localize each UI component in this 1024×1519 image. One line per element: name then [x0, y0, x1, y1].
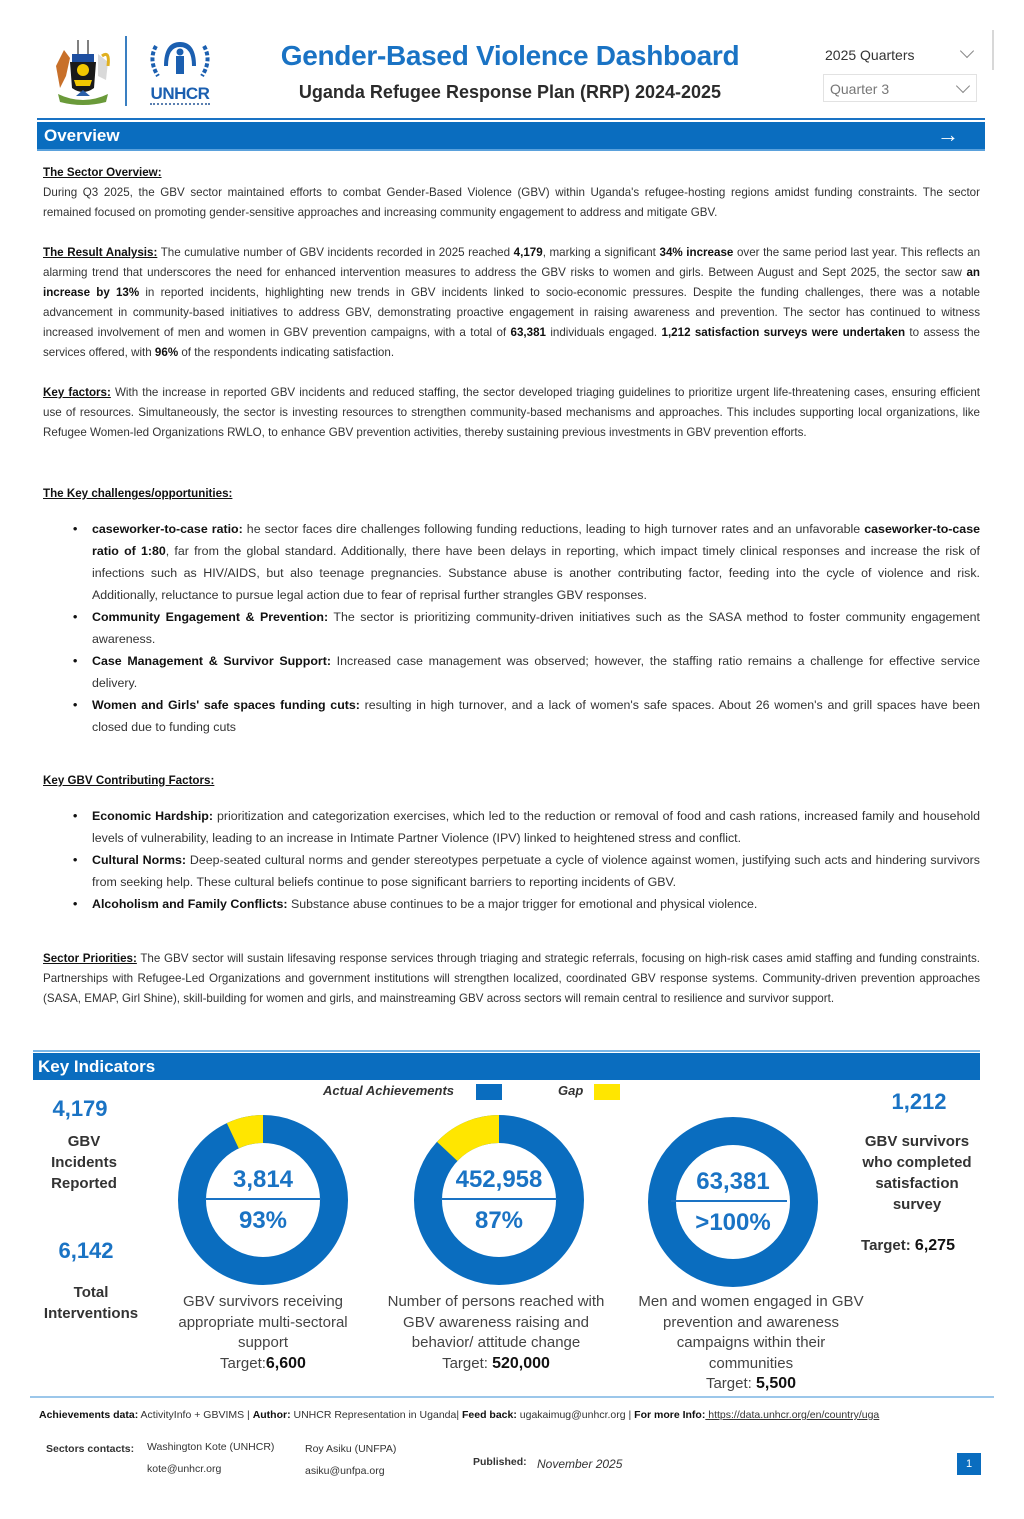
key-indicators-top-rule	[33, 1050, 980, 1052]
label-line: Interventions	[43, 1305, 139, 1322]
label-line: GBV	[67, 1133, 101, 1150]
item-title: caseworker-to-case ratio:	[92, 522, 243, 536]
page-subtitle: Uganda Refugee Response Plan (RRP) 2024-2025	[298, 82, 722, 102]
satisfaction-pct: 96%	[154, 346, 179, 359]
text-run: of the respondents indicating satisfaction.	[178, 346, 395, 359]
increase-pct: 34% increase	[659, 246, 734, 259]
desc-line: GBV awareness raising and	[403, 1313, 589, 1331]
donut-chart-men-women-engaged	[647, 1116, 819, 1288]
interventions-value: 6,142	[58, 1238, 114, 1263]
quarters-slicer-label: 2025 Quarters	[825, 47, 915, 63]
item-text: Substance abuse continues to be a major trigger for emotional and physical violence.	[287, 897, 758, 911]
monthly-increase: an increase by 13%	[43, 266, 980, 299]
text-run: individuals engaged.	[545, 326, 662, 339]
quarter-dropdown-value: Quarter 3	[830, 81, 890, 97]
desc-line: prevention and awareness	[663, 1313, 839, 1331]
target-line	[370, 1354, 622, 1375]
sector-overview-section	[43, 163, 980, 223]
result-analysis-section	[43, 243, 980, 363]
sector-priorities-section	[43, 949, 980, 1009]
logo-divider	[125, 36, 127, 106]
sector-priorities-heading: Sector Priorities:	[43, 952, 137, 965]
label-line: Reported	[51, 1175, 117, 1192]
desc-line: support	[237, 1334, 289, 1351]
target-label: Target:	[705, 1375, 756, 1392]
desc-line: Number of persons reached with	[387, 1293, 605, 1310]
legend-actual-swatch	[476, 1084, 502, 1100]
challenges-heading-text: The Key challenges/opportunities:	[43, 487, 233, 500]
legend-gap-label: Gap	[558, 1083, 584, 1098]
donut-divider	[441, 1198, 557, 1200]
list-item	[43, 893, 980, 915]
donut-value: 452,958	[455, 1166, 543, 1193]
item-text: Deep-seated cultural norms and gender stereotypes perpetuate a cycle of violence against women, justifying such acts and hindering survivors from seeking help. These cultural beliefs continue to pose significant barriers to reporting incidents of GBV.	[92, 853, 980, 889]
label-line: GBV survivors	[864, 1133, 970, 1150]
challenges-list	[43, 518, 980, 738]
overview-title: Overview	[44, 126, 120, 145]
desc-line: behavior/ attitude change	[411, 1334, 581, 1351]
footer-sources	[39, 1409, 989, 1421]
key-factors-text: With the increase in reported GBV incidents and reduced staffing, the sector developed triaging guidelines to prioritize urgent life-threatening cases, ensuring efficient use of resources. Simultaneously, the sector is investing resources to strengthen community-based mechanisms and approaches. This includes supporting local organizations, like Refugee Women-led Organizations RWLO, to enhance GBV prevention activities, thereby sustaining previous investments in GBV prevention efforts.	[43, 386, 980, 439]
label: For more Info:	[634, 1409, 706, 1421]
item-emphasis: caseworker-to-case ratio of 1:80	[92, 522, 980, 558]
legend-gap-swatch	[594, 1084, 620, 1100]
published-label: Published:	[473, 1456, 527, 1468]
interventions-label	[36, 1282, 146, 1324]
legend-actual-label: Actual Achievements	[323, 1083, 455, 1098]
label-line: survey	[892, 1196, 942, 1213]
incidents-value: 4,179	[52, 1096, 108, 1121]
donut-value: 3,814	[232, 1166, 294, 1193]
uganda-coat-of-arms-logo	[50, 36, 116, 108]
footer-rule	[30, 1396, 994, 1398]
target-value: 6,600	[265, 1354, 306, 1372]
slicer-collapse-chevron-icon[interactable]	[960, 44, 974, 58]
text-run: The cumulative number of GBV incidents recorded in 2025 reached	[157, 246, 514, 259]
donut-divider	[671, 1200, 787, 1202]
chevron-down-icon	[956, 79, 970, 93]
desc-line: appropriate multi-sectoral	[178, 1313, 348, 1331]
list-item	[43, 518, 980, 606]
label: Author:	[252, 1409, 291, 1421]
contact-1-email[interactable]: kote@unhcr.org	[147, 1463, 222, 1475]
surveys-label	[852, 1131, 982, 1215]
desc-line: campaigns within their	[676, 1334, 826, 1351]
value: ActivityInfo + GBVIMS |	[138, 1409, 253, 1421]
overview-top-rule	[37, 118, 985, 120]
donut-percent: 87%	[474, 1207, 524, 1234]
contributing-heading-text: Key GBV Contributing Factors:	[43, 774, 215, 787]
overview-header-bar	[37, 122, 985, 151]
surveys-value: 1,212	[891, 1089, 947, 1114]
donut-percent: >100%	[695, 1209, 771, 1236]
item-text: , far from the global standard. Additionally, there have been delays in reporting, which impact timely clinical responses and increase the risk of infections such as HIV/AIDS, but also teenage pregnancies. Substance abuse is another contributing factor, feeding into the cycle of violence and risk. Additionally, reluctance to pursue legal action due to fear of reprisal further strangles GBV responses.	[92, 544, 981, 602]
desc-line: communities	[708, 1354, 794, 1372]
item-text: resulting in high turnover, and a lack of women's safe spaces. About 26 women's and grill spaces have been closed due to funding cuts	[92, 698, 980, 734]
donut-divider	[205, 1198, 321, 1200]
label-line: satisfaction	[875, 1175, 959, 1192]
surveys-target	[852, 1235, 964, 1256]
contributing-factors-list	[43, 805, 980, 915]
incidents-count: 4,179	[513, 246, 543, 259]
item-title: Cultural Norms:	[92, 853, 187, 867]
target-value: 6,275	[914, 1237, 955, 1254]
quarter-dropdown[interactable]	[823, 74, 977, 102]
unhcr-emblem-icon	[144, 36, 216, 84]
contact-1-name: Washington Kote (UNHCR)	[147, 1441, 275, 1453]
incidents-label	[34, 1131, 134, 1194]
key-factors-heading: Key factors:	[43, 386, 111, 399]
list-item	[43, 606, 980, 650]
label-line: Total	[73, 1284, 109, 1301]
target-label: Target:	[442, 1354, 493, 1372]
contact-2-name: Roy Asiku (UNFPA)	[305, 1443, 397, 1455]
published-date: November 2025	[537, 1457, 623, 1471]
item-text: Increased case management was observed; however, the staffing ratio remains a challenge for effective service delivery.	[92, 654, 980, 690]
list-item	[43, 694, 980, 738]
challenges-heading	[43, 484, 980, 504]
contributing-factors-heading	[43, 771, 980, 791]
text-run: to assess the services offered, with	[43, 326, 980, 359]
label: Achievements data:	[39, 1409, 139, 1421]
item-title: Women and Girls' safe spaces funding cuts:	[92, 698, 360, 712]
target-line	[623, 1374, 879, 1395]
page-number-badge[interactable]: 1	[957, 1453, 981, 1475]
unhcr-logo	[144, 36, 216, 108]
item-text: The sector is prioritizing community-driven initiatives such as the SASA method to foster community engagement awareness.	[92, 610, 980, 646]
scrollbar[interactable]	[992, 30, 994, 70]
list-item	[43, 805, 980, 849]
item-text: he sector faces dire challenges following funding reductions, leading to high turnover rates and an unfavorable	[242, 522, 865, 536]
item-title: Community Engagement & Prevention:	[92, 610, 329, 624]
value: UNHCR Representation in Uganda|	[290, 1409, 462, 1421]
donut-chart-survivors-support	[177, 1114, 349, 1286]
page-title: Gender-Based Violence Dashboard	[280, 40, 740, 71]
result-analysis-heading: The Result Analysis:	[43, 246, 158, 259]
donut-value: 63,381	[696, 1168, 770, 1195]
key-factors-section	[43, 383, 980, 443]
label-line: Incidents	[51, 1154, 117, 1171]
desc-line: Men and women engaged in GBV	[638, 1293, 864, 1310]
donut-percent: 93%	[238, 1207, 288, 1234]
list-item	[43, 650, 980, 694]
sector-overview-text: During Q3 2025, the GBV sector maintained efforts to combat Gender-Based Violence (GBV) within Uganda's refugee-hosting regions amidst funding constraints. The sector remained focused on promoting gender-sensitive approaches and increasing community engagement to address and mitigate GBV.	[43, 186, 980, 219]
donut-chart-awareness-reach	[413, 1114, 585, 1286]
target-value: 5,500	[755, 1375, 797, 1392]
desc-line: GBV survivors receiving	[182, 1293, 344, 1310]
sector-overview-heading: The Sector Overview:	[43, 166, 162, 179]
key-indicators-header-bar	[33, 1053, 980, 1080]
contact-2-email[interactable]: asiku@unfpa.org	[305, 1465, 385, 1477]
key-indicators-title: Key Indicators	[38, 1057, 156, 1076]
item-text: prioritization and categorization exercises, which led to the reduction or removal of food and cash rations, increased family and household levels of vulnerability, leading to an increase in Intimate Partner Violence (IPV) linked to heightened stress and conflict.	[92, 809, 981, 845]
target-line	[158, 1354, 368, 1375]
target-label: Target:	[220, 1354, 266, 1372]
list-item	[43, 849, 980, 893]
donut-description	[623, 1292, 879, 1395]
item-title: Economic Hardship:	[92, 809, 213, 823]
contacts-label: Sectors contacts:	[46, 1443, 135, 1455]
unhcr-logo-text: UNHCR	[150, 84, 210, 103]
label-line: who completed	[862, 1154, 972, 1171]
donut-description	[158, 1292, 368, 1374]
sector-priorities-text: The GBV sector will sustain lifesaving response services through triaging and strategic referrals, focusing on high-risk cases amid staffing and funding constraints. Partnerships with Refugee-Led Organizations and government institutions will strengthen localized, coordinated GBV response systems. Community-driven prevention approaches (SASA, EMAP, Girl Shine), skill-building for women and girls, and mainstreaming GBV across sectors will remain central to resilience and survivor support.	[43, 952, 980, 1005]
unhcr-tagline	[150, 103, 210, 106]
label: Feed back:	[462, 1409, 517, 1421]
feedback-email[interactable]: ugakaimug@unhcr.org |	[516, 1409, 635, 1421]
text-run: in reported incidents, highlighting new trends in GBV incidents linked to socio-economic pressures. Despite the funding challenges, there was a notable advancement in community-based initiatives to address GBV, demonstrating proactive engagement in raising awareness and prevention. The sector has continued to witness increased involvement of men and women in GBV prevention campaigns, with a total of	[43, 286, 980, 339]
target-value: 520,000	[492, 1354, 550, 1372]
text-run: , marking a significant	[542, 246, 660, 259]
more-info-link[interactable]: https://data.unhcr.org/en/country/uga	[705, 1409, 880, 1421]
text-run: over the same period last year. This reflects an alarming trend that underscores the need for enhanced intervention measures to address the GBV risks to women and girls. Between August and Sept 2025, the sector saw	[43, 246, 981, 279]
arrow-right-icon[interactable]: →	[937, 122, 959, 147]
surveys-count: 1,212 satisfaction surveys were undertaken	[661, 326, 906, 339]
target-label: Target:	[861, 1237, 915, 1254]
engaged-count: 63,381	[510, 326, 546, 339]
donut-description	[370, 1292, 622, 1374]
item-title: Case Management & Survivor Support:	[92, 654, 331, 668]
item-title: Alcoholism and Family Conflicts:	[92, 897, 288, 911]
